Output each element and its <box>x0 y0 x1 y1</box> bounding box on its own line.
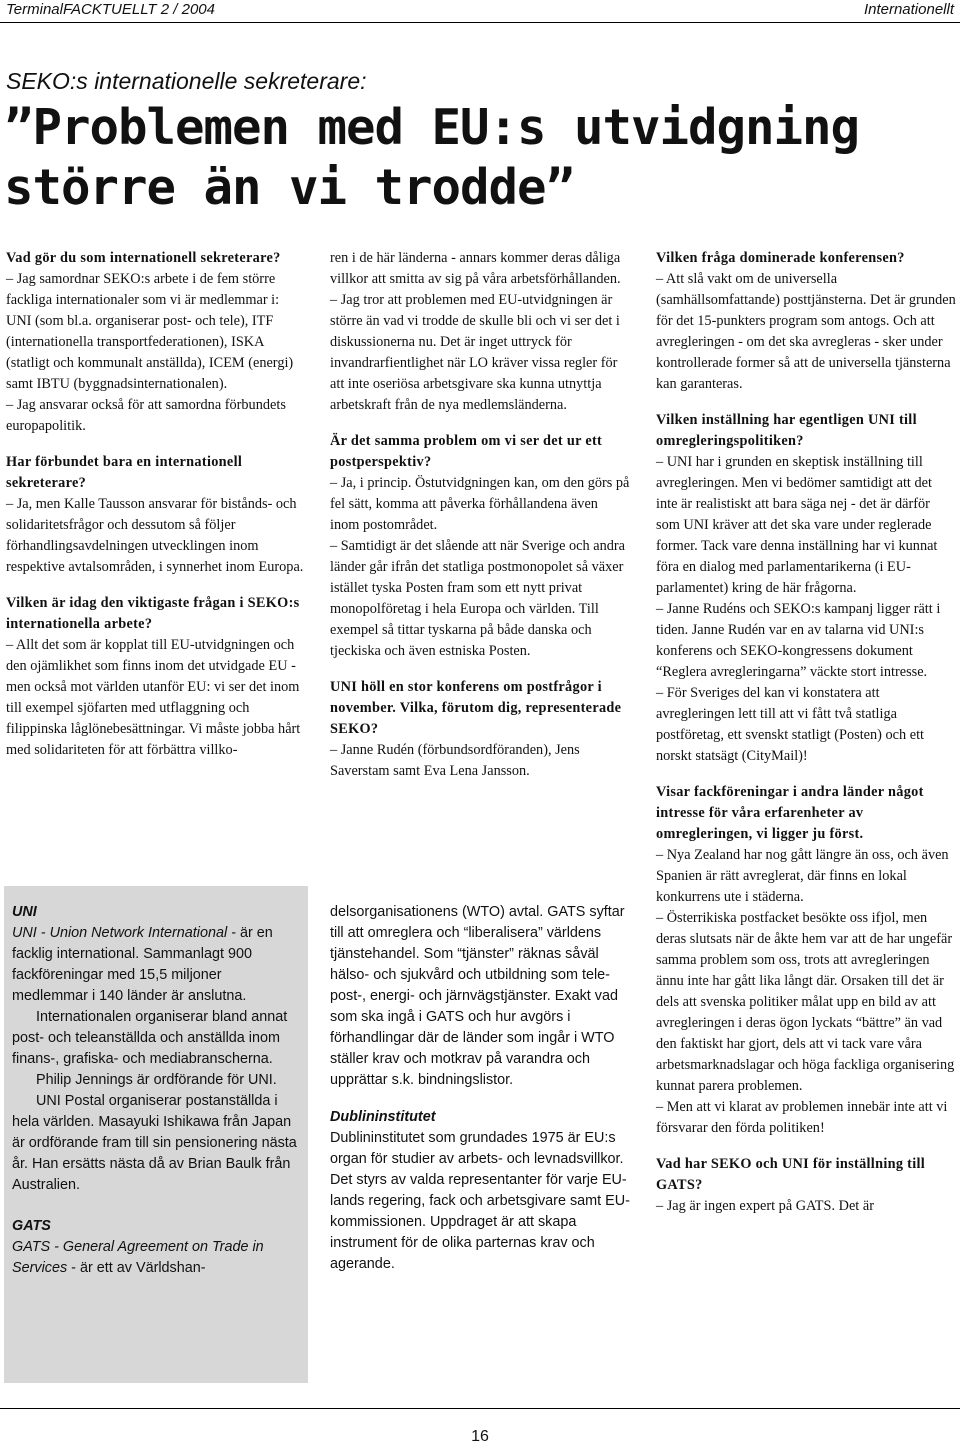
interview-answer: – Janne Rudéns och SEKO:s kampanj ligger rätt i tiden. Janne Rudén var en av talarna vid UNI:s konferens och SEKO-kongressens dokument “Reglera avregleringarna” väckte stort intresse. <box>656 601 941 680</box>
fact-box-heading-uni: UNI <box>12 904 37 920</box>
article-kicker: SEKO:s internationelle sekreterare: <box>6 68 367 94</box>
interview-question: Vilken fråga dominerade konferensen? <box>656 250 905 266</box>
running-header <box>0 0 960 23</box>
interview-answer: ren i de här länderna - annars kommer deras dåliga villkor att smitta av sig på våra arbetsförhållanden. <box>330 250 621 287</box>
article-column-1 <box>6 248 304 761</box>
interview-answer: – Ja, men Kalle Tausson ansvarar för bistånds- och solidaritetsfrågor och dessutom så följer förhandlingsavdelningen utvecklingen inom respektive avtalsområden, i synnerhet inom Europa. <box>6 496 304 575</box>
interview-answer: – Jag är ingen expert på GATS. Det är <box>656 1198 874 1214</box>
fact-box-paragraph: UNI Postal organiserar postanställda i hela världen. Masayuki Ishikawa från Japan är ordförande fram till sin pensionering nästa år. Han ersätts nästa då av Brian Baulk från Australien. <box>12 1093 297 1193</box>
interview-answer: – Janne Rudén (förbundsordföranden), Jens Saverstam samt Eva Lena Jansson. <box>330 742 580 779</box>
interview-answer: – Men att vi klarat av problemen innebär inte att vi försvarar den förda politiken! <box>656 1099 948 1136</box>
fact-box-continuation <box>330 902 630 1275</box>
article-headline: ”Problemen med EU:s utvidgning större än vi trodde” <box>4 99 860 216</box>
interview-answer: delsorganisationens (WTO) avtal. GATS syftar till att omreglera och “liberalisera” världens tjänstehandel. Som “tjänster” räknas såväl hälso- och sjukvård och utbildning som tele-post-, energi- och järnvägstjänster. Exakt vad som ska ingå i GATS och hur avgörs i förhandlingar där de länder som ingår i WTO ställer krav och motkrav på varandra och upprättar s.k. bindningslistor. <box>330 904 625 1088</box>
interview-answer: – Österrikiska postfacket besökte oss ifjol, men deras slutsats när de åkte hem var att de har ungefär samma problem som oss, trots att avregleringen ännu inte har gått lika långt där. Orsaken till det är dels att svenska politiker målat upp en bild av att avregleringen i deras ögon lyckats “bättre” än vad den faktiskt har gjort, dels att vi tack vare våra arbetsmarknadslagar och höga fackliga organisering kunnat parera problemen. <box>656 910 955 1094</box>
interview-answer: – Allt det som är kopplat till EU-utvidgningen och den ojämlikhet som finns inom det utvidgade EU - men också mot världen utanför EU: vi ser det inom till exempel sjöfarten med utflaggning och filippinska låglönebesättningar. Vi måste jobba hårt med solidariteten för att förbättra villko- <box>6 637 301 758</box>
interview-answer: – Samtidigt är det slående att när Sverige och andra länder går ifrån det statliga postmonopolet så växer istället tyska Posten fram som ett nytt privat monopolföretag i hela Europa och världen. Till exempel så tittar tyskarna på både danska och tjeckiska och även estniska Posten. <box>330 538 625 659</box>
section-name: Internationellt <box>863 1 954 18</box>
fact-box-heading: Dublininstitutet <box>330 1109 436 1125</box>
fact-box-paragraph: Internationalen organiserar bland annat post- och teleanställda och anställda inom finans-, grafiska- och mediabranscherna. <box>12 1009 288 1067</box>
interview-answer: – Jag tror att problemen med EU-utvidgningen är större än vad vi trodde de skulle bli och vi ser det i diskussionerna nu. Det är inget uttryck för invandrarfientlighet när LO kräver vissa regler för att inte oseriösa arbetsgivare ska kunna utnyttja arbetskraft från de nya medlemsländerna. <box>330 292 620 413</box>
interview-answer: – Nya Zealand har nog gått längre än oss, och även Spanien är rätt avreglerat, där finns en lokal konkurrens ute i städerna. <box>656 847 949 905</box>
fact-box-heading-gats: GATS <box>12 1218 51 1234</box>
fact-box-paragraph: Philip Jennings är ordförande för UNI. <box>36 1072 277 1088</box>
interview-answer: – UNI har i grunden en skeptisk inställning till avregleringen. Men vi bedömer samtidigt att det inte är realistiskt att bara säga nej - det är därför som UNI kräver att det ska vare under reglerade former. Tack vare denna inställning har vi kunnat föra en dialog med parlamentarikerna (i EU-parlamentet) kring de här frågorna. <box>656 454 938 596</box>
interview-question: Har förbundet bara en internationell sekreterare? <box>6 454 243 491</box>
page-number: 16 <box>471 1428 489 1445</box>
interview-answer: – Ja, i princip. Östutvidgningen kan, om den görs på fel sätt, komma att påverka förhållandena även inom postområdet. <box>330 475 630 533</box>
uni-description: är en facklig international. Sammanlagt 900 fackföreningar med 15,5 miljoner medlemmar i 140 länder är anslutna. <box>12 925 273 1004</box>
publication-name: TerminalFACKTUELLT 2 / 2004 <box>6 1 215 18</box>
fact-box <box>4 886 308 1383</box>
interview-question: Visar fackföreningar i andra länder något intresse för våra erfarenheter av omregleringen, vi ligger ju först. <box>656 784 924 842</box>
gats-full-name: GATS - General Agreement on Trade in Services <box>12 1239 264 1276</box>
article-column-3 <box>656 248 956 1217</box>
footer-rule <box>0 1408 960 1409</box>
interview-answer: – Jag samordnar SEKO:s arbete i de fem större fackliga internationaler som vi är medlemmar i: UNI (som bl.a. organiserar post- och tele), ITF (internationella transportfederationen), ISKA (statligt och kommunalt anställda), ICEM (energi) samt IBTU (byggnadsinternationalen). <box>6 271 294 392</box>
interview-question: Är det samma problem om vi ser det ur ett postperspektiv? <box>330 433 603 470</box>
interview-answer: Dublininstitutet som grundades 1975 är EU:s organ för studier av arbets- och levnadsvillkor. Det styrs av valda representanter för varje EU-lands regering, fack och arbetsgivare samt EU-kommissionen. Uppdraget är att skapa instrument för de olika parternas krav och agerande. <box>330 1130 630 1272</box>
uni-full-name: UNI - Union Network International - <box>12 925 236 941</box>
interview-question: UNI höll en stor konferens om postfrågor i november. Vilka, förutom dig, representerade SEKO? <box>330 679 622 737</box>
fact-box-gats-paragraph <box>12 1237 300 1279</box>
interview-answer: – För Sveriges del kan vi konstatera att avregleringen lett till att vi fått två statliga postföretag, ett svenskt statligt (Posten) och ett norskt statsägt (CityMail)! <box>656 685 925 764</box>
gats-description: - är ett av Världshan- <box>67 1260 206 1276</box>
interview-answer: – Att slå vakt om de universella (samhällsomfattande) posttjänsterna. Det är grunden för det 15-punkters program som antogs. Och att avregleringen - om det ska avregleras - sker under kontrollerade former så att de universella tjänsterna kan garanteras. <box>656 271 956 392</box>
interview-answer: – Jag ansvarar också för att samordna förbundets europapolitik. <box>6 397 286 434</box>
interview-question: Vilken är idag den viktigaste frågan i SEKO:s internationella arbete? <box>6 595 300 632</box>
interview-question: Vad har SEKO och UNI för inställning till GATS? <box>656 1156 926 1193</box>
fact-box-uni-paragraph <box>12 923 300 1007</box>
article-column-2 <box>330 248 630 782</box>
interview-question: Vad gör du som internationell sekreterare? <box>6 250 281 266</box>
interview-question: Vilken inställning har egentligen UNI till omregleringspolitiken? <box>656 412 917 449</box>
